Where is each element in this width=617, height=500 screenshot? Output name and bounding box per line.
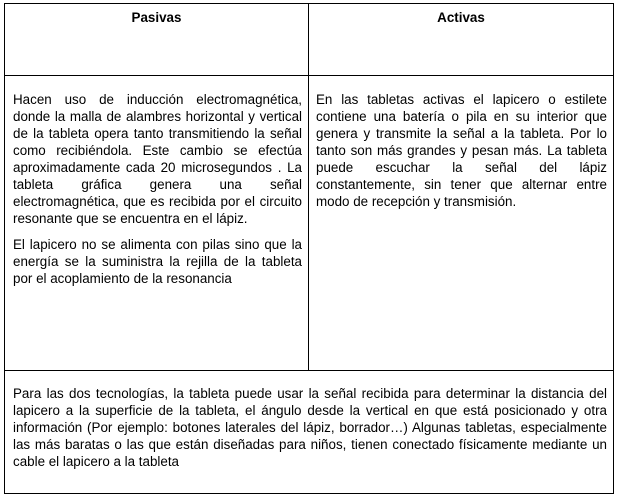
- pasivas-paragraph-2: El lapicero no se alimenta con pilas sino que la energía se la suministra la rejilla de la tableta por el acoplamiento de la resonancia: [13, 237, 302, 286]
- header-activas: Activas: [437, 10, 485, 25]
- header-row: [5, 4, 614, 76]
- cell-pasivas: [5, 76, 309, 371]
- header-pasivas: Pasivas: [131, 10, 182, 25]
- activas-paragraph-1: En las tabletas activas el lapicero o estilete contiene una batería o pila en su interior que genera y transmite la señal a la tableta. Por lo tanto son más grandes y pesan más. La tableta puede escuchar la señal del lápiz constantemente, sin tener que alternar entre modo de recepción y transmisión.: [316, 92, 607, 209]
- cell-footer: [5, 371, 614, 494]
- cell-activas: [309, 76, 614, 371]
- body-row: [5, 76, 614, 371]
- pasivas-paragraph-1: Hacen uso de inducción electromagnética, donde la malla de alambres horizontal y vertical de la tableta opera tanto transmitiendo la señal como recibiéndola. Este cambio se efectúa aproximadamente cada 20 microsegundos . La tableta gráfica genera una señal electromagnética, que es recibida por el circuito resonante que se encuentra en el lápiz.: [13, 92, 302, 226]
- footer-paragraph: Para las dos tecnologías, la tableta puede usar la señal recibida para determinar la distancia del lapicero a la superficie de la tableta, el ángulo desde la vertical en que está posicionado y otra información (Por ejemplo: botones laterales del lápiz, borrador…) Algunas tabletas, especialmente las más baratas o las que están diseñadas para niños, tienen conectado físicamente mediante un cable el lapicero a la tableta: [13, 386, 607, 469]
- header-cell-activas: [309, 4, 614, 76]
- comparison-table: [4, 3, 614, 494]
- footer-row: [5, 371, 614, 494]
- header-cell-pasivas: [5, 4, 309, 76]
